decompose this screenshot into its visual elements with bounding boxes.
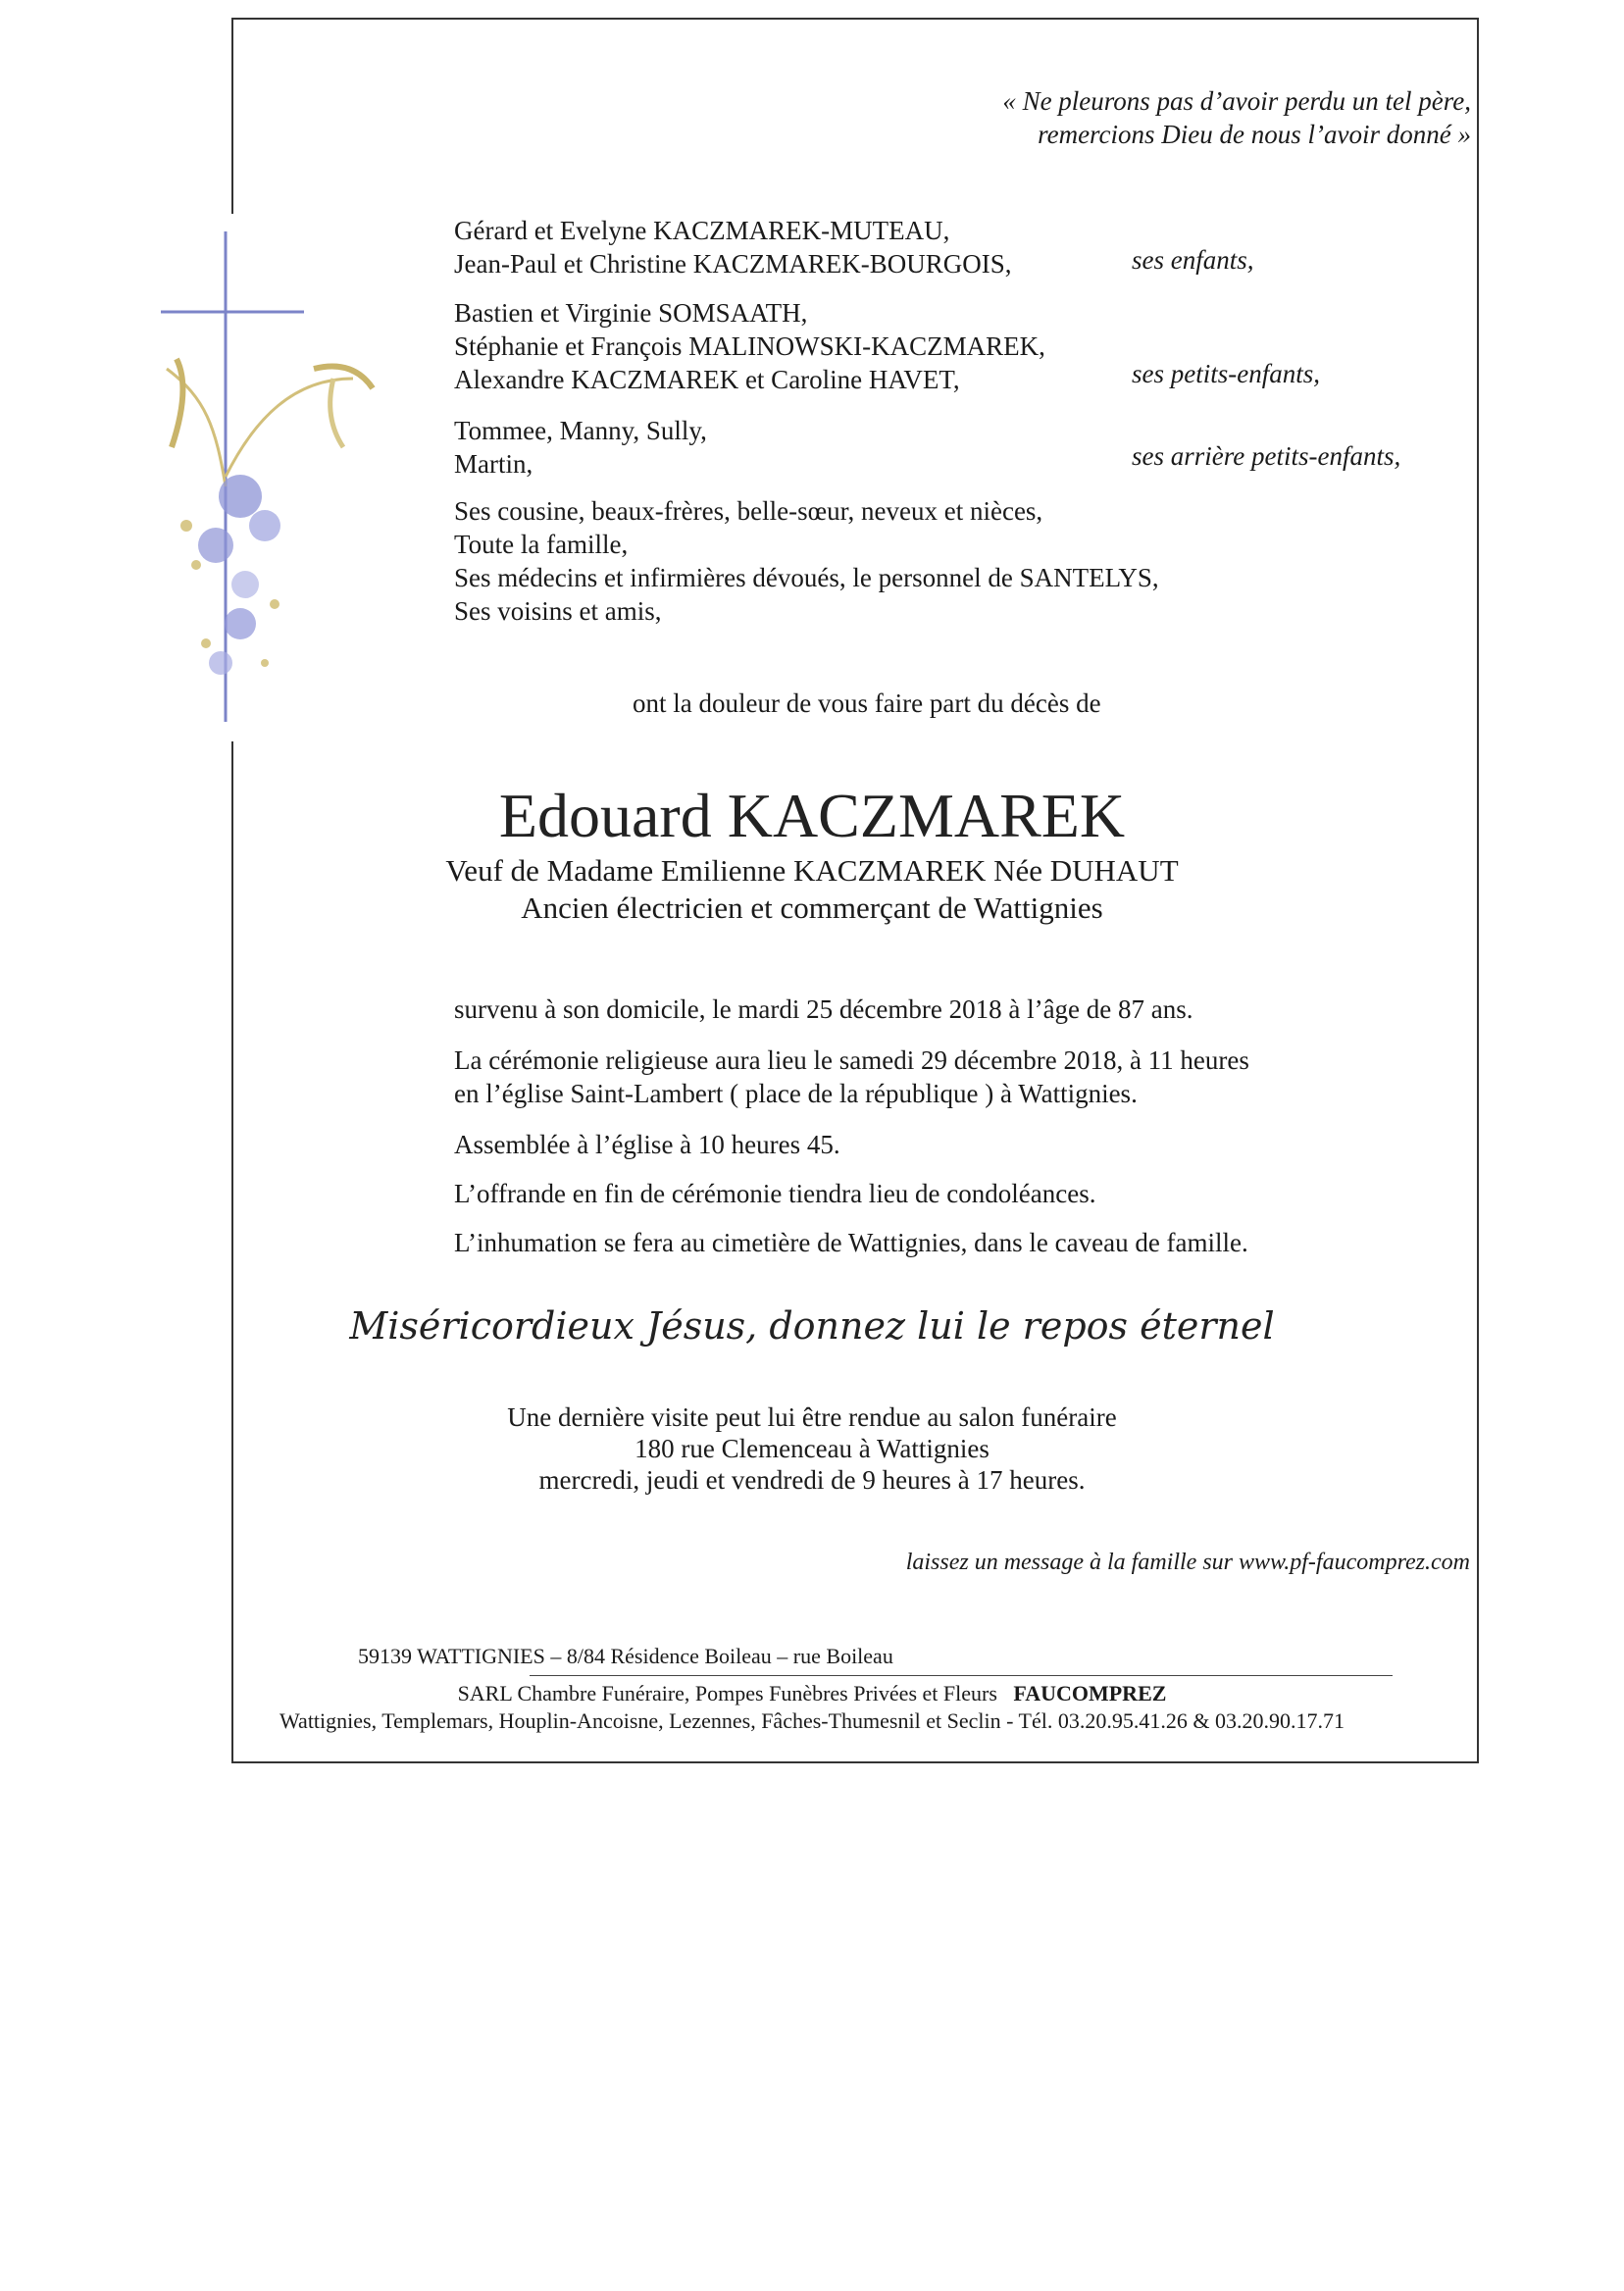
detail-ceremony <box>454 1044 1249 1110</box>
detail-ceremony-line-1: La cérémonie religieuse aura lieu le samedi 29 décembre 2018, à 11 heures <box>454 1045 1249 1075</box>
great-grandchild-line: Martin, <box>454 449 533 479</box>
others-block <box>454 494 1159 628</box>
detail-ceremony-line-2: en l’église Saint-Lambert ( place de la république ) à Wattignies. <box>454 1079 1138 1108</box>
others-line: Toute la famille, <box>454 530 629 559</box>
cross-floral-icon <box>147 231 402 741</box>
others-line: Ses cousine, beaux-frères, belle-sœur, neveux et nièces, <box>454 496 1043 526</box>
grandchild-line: Stéphanie et François MALINOWSKI-KACZMAREK, <box>454 331 1045 361</box>
detail-assembly: Assemblée à l’église à 10 heures 45. <box>454 1130 840 1159</box>
detail-burial: L’inhumation se fera au cimetière de Wattignies, dans le caveau de famille. <box>454 1228 1248 1257</box>
prayer: Miséricordieux Jésus, donnez lui le repos éternel <box>349 1304 1275 1348</box>
quote-line-1: « Ne pleurons pas d’avoir perdu un tel père, <box>1002 86 1471 116</box>
grandchildren-label: ses petits-enfants, <box>1132 359 1320 388</box>
deceased-address: 59139 WATTIGNIES – 8/84 Résidence Boileau – rue Boileau <box>358 1644 893 1668</box>
funeral-home-line-1 <box>0 1681 1624 1706</box>
detail-death: survenu à son domicile, le mardi 25 décembre 2018 à l’âge de 87 ans. <box>454 994 1193 1024</box>
others-line: Ses médecins et infirmières dévoués, le personnel de SANTELYS, <box>454 563 1159 592</box>
funeral-home-line-2: Wattignies, Templemars, Houplin-Ancoisne, Lezennes, Fâches-Thumesnil et Seclin - Tél. 03.20.95.41.26 & 03.20.90.17.71 <box>279 1708 1345 1733</box>
footer-divider <box>530 1675 1393 1676</box>
great-grandchildren-label: ses arrière petits-enfants, <box>1132 441 1401 471</box>
deceased-widower-line: Veuf de Madame Emilienne KACZMAREK Née DUHAUT <box>445 853 1179 888</box>
children-label: ses enfants, <box>1132 245 1254 275</box>
funeral-home-brand: FAUCOMPREZ <box>1013 1681 1167 1706</box>
detail-offering: L’offrande en fin de cérémonie tiendra lieu de condoléances. <box>454 1179 1096 1208</box>
visit-line-3: mercredi, jeudi et vendredi de 9 heures à 17 heures. <box>538 1465 1086 1495</box>
quote <box>961 84 1471 151</box>
funeral-home-services: SARL Chambre Funéraire, Pompes Funèbres Privées et Fleurs <box>457 1681 997 1706</box>
announcement: ont la douleur de vous faire part du décès de <box>633 688 1101 718</box>
message-link[interactable]: laissez un message à la famille sur www.pf-faucomprez.com <box>905 1550 1470 1575</box>
visit-line-2: 180 rue Clemenceau à Wattignies <box>634 1434 990 1463</box>
grandchild-line: Alexandre KACZMAREK et Caroline HAVET, <box>454 365 960 394</box>
others-line: Ses voisins et amis, <box>454 596 662 626</box>
grandchildren-block <box>454 296 1045 396</box>
quote-line-2: remercions Dieu de nous l’avoir donné » <box>1038 120 1471 149</box>
great-grandchild-line: Tommee, Manny, Sully, <box>454 416 707 445</box>
cross-ornament <box>147 231 402 746</box>
grandchild-line: Bastien et Virginie SOMSAATH, <box>454 298 808 328</box>
child-line: Gérard et Evelyne KACZMAREK-MUTEAU, <box>454 216 950 245</box>
deceased-occupation-line: Ancien électricien et commerçant de Wattignies <box>521 891 1103 925</box>
children-block <box>454 214 1011 280</box>
great-grandchildren-block <box>454 414 707 481</box>
child-line: Jean-Paul et Christine KACZMAREK-BOURGOIS, <box>454 249 1012 279</box>
visit-line-1: Une dernière visite peut lui être rendue au salon funéraire <box>507 1402 1117 1432</box>
deceased-name: Edouard KACZMAREK <box>498 781 1126 850</box>
